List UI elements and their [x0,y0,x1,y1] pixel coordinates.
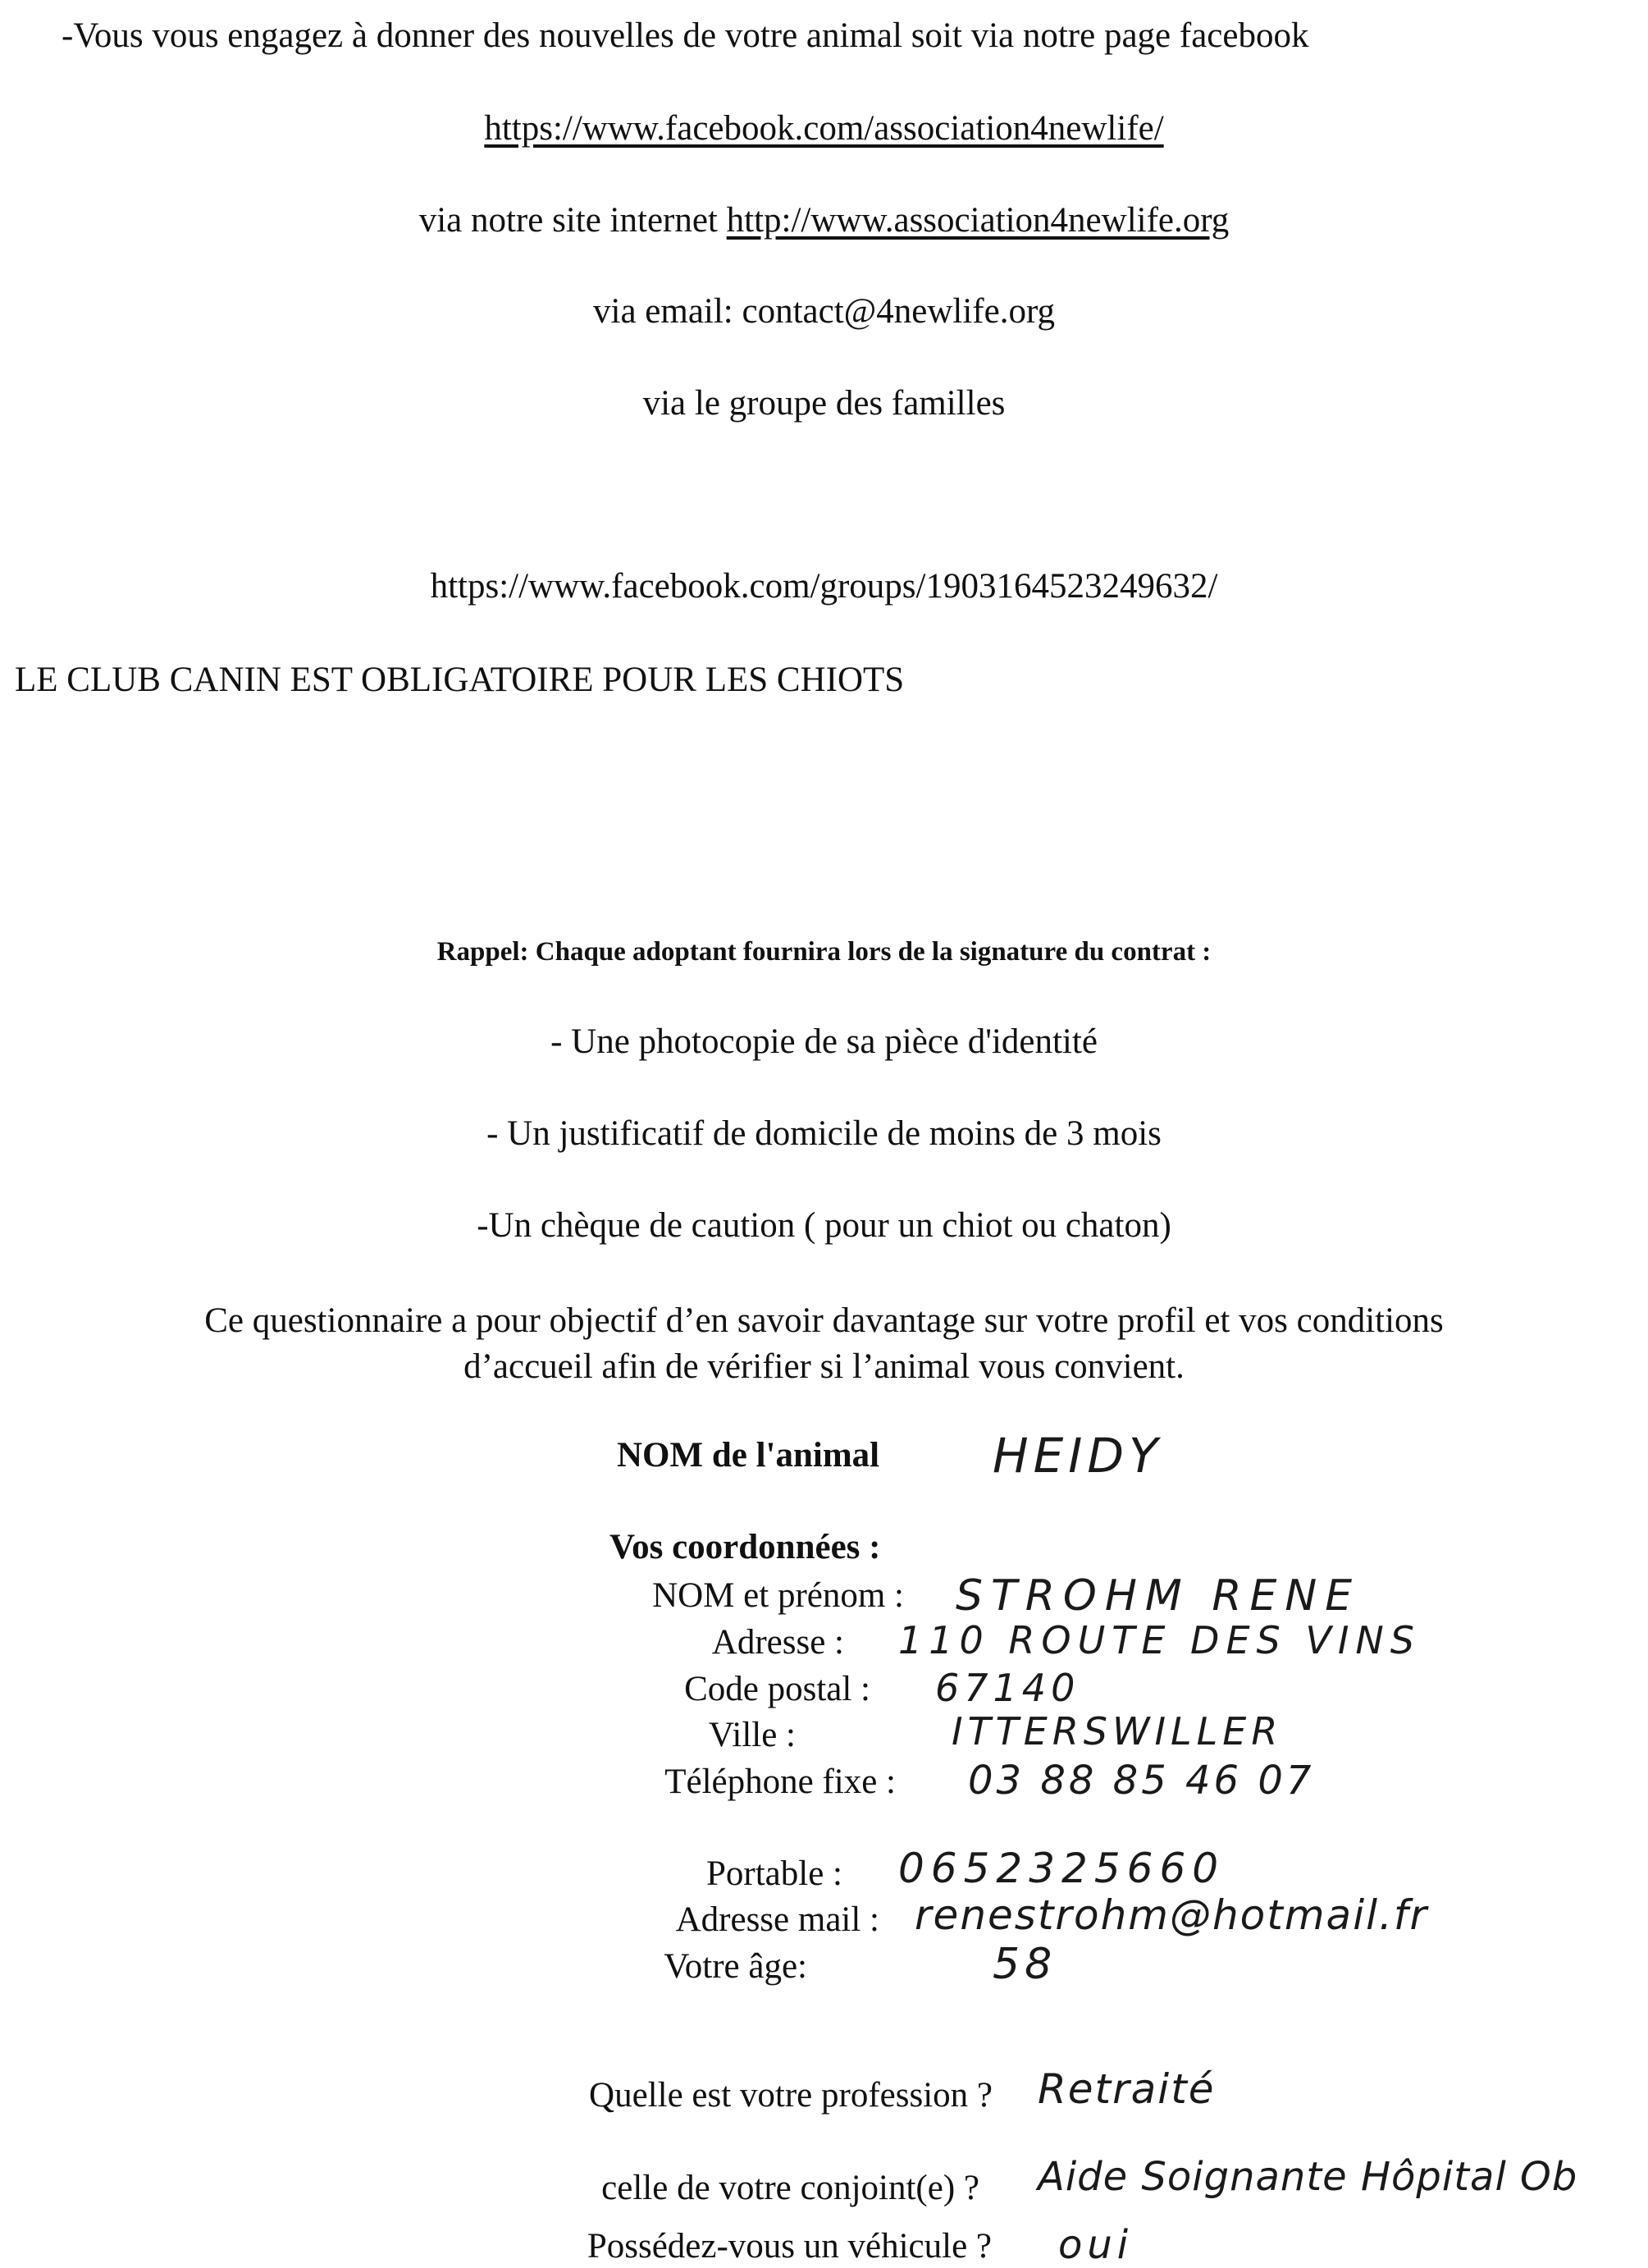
city-label: Ville : [708,1716,796,1754]
address-label: Adresse : [711,1623,844,1662]
group-url: https://www.facebook.com/groups/1903164523249632/ [430,567,1218,606]
postal-code-label: Code postal : [684,1670,870,1708]
animal-name-label: NOM de l'animal [617,1436,880,1475]
email-value: renestrohm@hotmail.fr [915,1891,1429,1939]
partner-profession-label: celle de votre conjoint(e) ? [601,2169,979,2207]
site-prefix: via notre site internet [418,201,727,240]
vehicle-label: Possédez-vous un véhicule ? [587,2227,992,2266]
name-label: NOM et prénom : [652,1576,904,1615]
facebook-page-link-row [0,111,1648,146]
age-value: 58 [993,1940,1057,1989]
club-notice: LE CLUB CANIN EST OBLIGATOIRE POUR LES CHIOTS [15,661,905,699]
facebook-page-link[interactable]: https://www.facebook.com/association4newlife/ [484,109,1164,148]
coords-heading: Vos coordonnées : [609,1528,881,1566]
mobile-value: 0652325660 [898,1845,1226,1892]
city-value: ITTERSWILLER [952,1709,1283,1754]
site-row [0,203,1648,238]
vehicle-value: oui [1058,2222,1134,2268]
mobile-label: Portable : [706,1854,842,1893]
profession-label: Quelle est votre profession ? [589,2076,993,2115]
website-link[interactable]: http://www.association4newlife.org [726,201,1230,240]
group-line: via le groupe des familles [642,384,1006,423]
reminder-item: - Un justificatif de domicile de moins de 3 mois [486,1114,1162,1153]
phone-label: Téléphone fixe : [664,1763,896,1801]
profession-value: Retraité [1038,2065,1216,2113]
animal-name-value: HEIDY [993,1428,1163,1484]
postal-code-value: 67140 [935,1666,1080,1710]
purpose-line: d’accueil afin de vérifier si l’animal vous convient. [463,1347,1185,1386]
reminder-item: -Un chèque de caution ( pour un chiot ou chaton) [477,1206,1171,1245]
name-value: STROHM RENE [956,1571,1361,1621]
partner-profession-value: Aide Soignante Hôpital Ob [1038,2154,1578,2200]
email-label: Adresse mail : [675,1900,879,1939]
reminder-item: - Une photocopie de sa pièce d'identité [550,1022,1098,1061]
phone-value: 03 88 85 46 07 [968,1758,1315,1804]
reminder-title: Rappel: Chaque adoptant fournira lors de la signature du contrat : [436,937,1212,967]
address-value: 110 ROUTE DES VINS [898,1618,1421,1662]
purpose-line: Ce questionnaire a pour objectif d’en savoir davantage sur votre profil et vos conditions [204,1301,1444,1340]
age-label: Votre âge: [664,1947,807,1986]
intro-line: -Vous vous engagez à donner des nouvelles de votre animal soit via notre page facebook [62,16,1309,55]
email-line: via email: contact@4newlife.org [593,292,1055,331]
